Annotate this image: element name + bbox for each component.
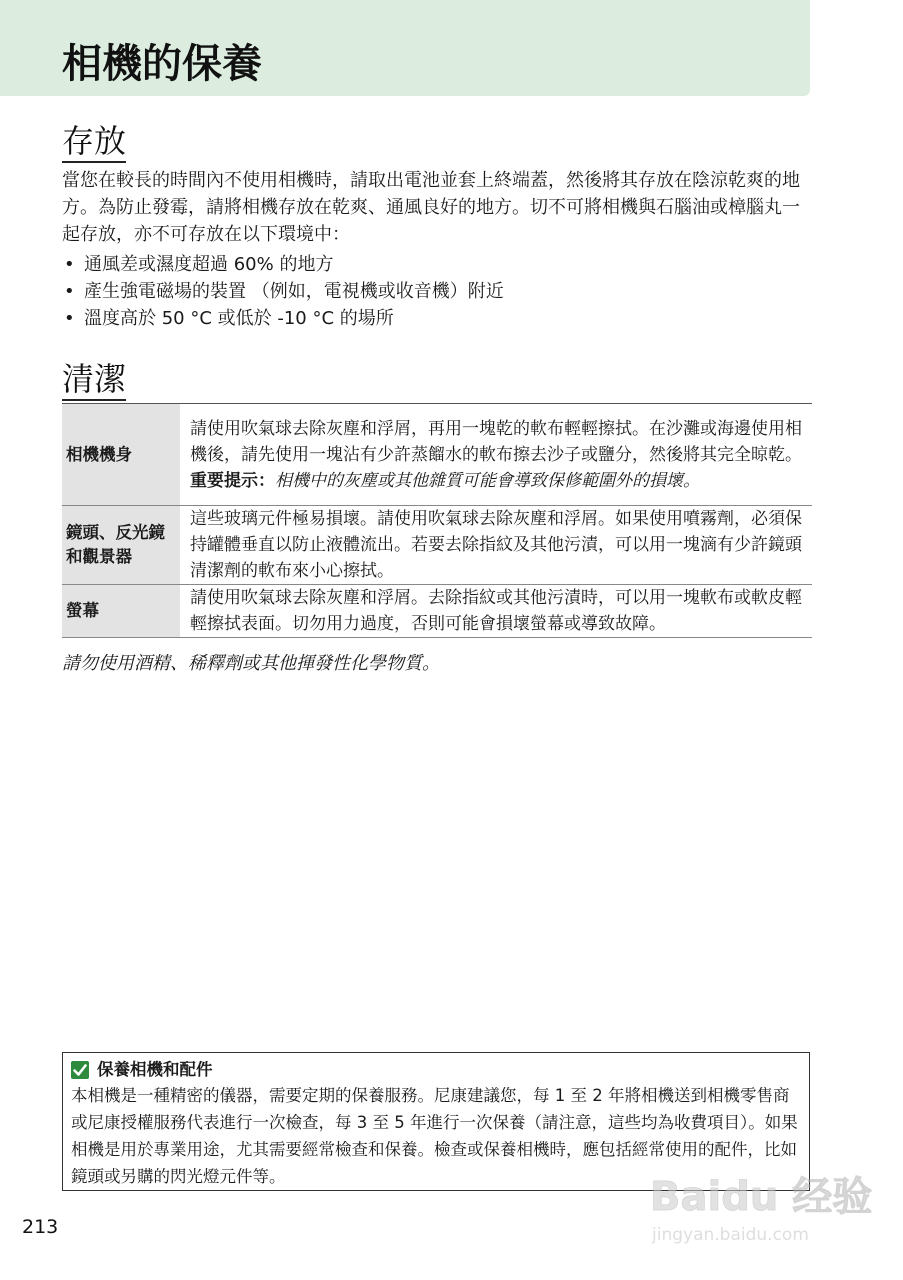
row-label: 螢幕 bbox=[62, 585, 180, 638]
row-text: 請使用吹氣球去除灰塵和浮屑，再用一塊乾的軟布輕輕擦拭。在沙灘或海邊使用相機後，請先使用一塊沾有少許蒸餾水的軟布擦去沙子或鹽分，然後將其完全晾乾。 bbox=[190, 418, 802, 465]
page-title: 相機的保養 bbox=[62, 41, 262, 87]
storage-bullet-list bbox=[62, 251, 812, 332]
row-label: 鏡頭、反光鏡和觀景器 bbox=[62, 506, 180, 585]
page-number: 213 bbox=[22, 1216, 59, 1238]
important-text: 相機中的灰塵或其他雜質可能會導致保修範圍外的損壞。 bbox=[275, 470, 700, 491]
row-label: 相機機身 bbox=[62, 404, 180, 506]
storage-paragraph: 當您在較長的時間內不使用相機時，請取出電池並套上終端蓋，然後將其存放在陰涼乾爽的地方。為防止發霉，請將相機存放在乾爽、通風良好的地方。切不可將相機與石腦油或樟腦丸一起存放，亦不可存放在以下環境中： bbox=[62, 170, 800, 245]
note-body: 本相機是一種精密的儀器，需要定期的保養服務。尼康建議您，每 1 至 2 年將相機送到相機零售商或尼康授權服務代表進行一次檢查，每 3 至 5 年進行一次保養（請注意，這些均為收費項目）。如果相機是用於專業用途，尤其需要經常檢查和保養。檢查或保養相機時，應包括經常使用的配件，比如鏡頭或另購的閃光燈元件等。 bbox=[71, 1086, 798, 1186]
check-icon bbox=[71, 1061, 89, 1079]
storage-section-title: 存放 bbox=[62, 121, 126, 163]
table-row bbox=[62, 585, 812, 638]
cleaning-section-title: 清潔 bbox=[62, 359, 126, 401]
bullet-item: • 產生強電磁場的裝置 （例如，電視機或收音機）附近 bbox=[62, 278, 812, 305]
note-title: 保養相機和配件 bbox=[97, 1060, 213, 1079]
chemical-warning: 請勿使用酒精、稀釋劑或其他揮發性化學物質。 bbox=[62, 653, 440, 674]
table-row bbox=[62, 404, 812, 506]
important-label: 重要提示： bbox=[190, 470, 275, 491]
watermark-logo: Baidu 经验 bbox=[650, 1174, 873, 1220]
note-title-row bbox=[71, 1058, 801, 1082]
table-row bbox=[62, 506, 812, 585]
bullet-item: • 溫度高於 50 °C 或低於 -10 °C 的場所 bbox=[62, 305, 812, 332]
cleaning-table bbox=[62, 403, 812, 638]
row-description: 請使用吹氣球去除灰塵和浮屑。去除指紋或其他污漬時，可以用一塊軟布或軟皮輕輕擦拭表面。切勿用力過度，否則可能會損壞螢幕或導致故障。 bbox=[180, 585, 812, 638]
row-description: 這些玻璃元件極易損壞。請使用吹氣球去除灰塵和浮屑。如果使用噴霧劑，必須保持罐體垂直以防止液體流出。若要去除指紋及其他污漬，可以用一塊滴有少許鏡頭清潔劑的軟布來小心擦拭。 bbox=[180, 506, 812, 585]
baidu-watermark bbox=[640, 1160, 880, 1250]
watermark-url: jingyan.baidu.com bbox=[652, 1225, 809, 1245]
bullet-item: • 通風差或濕度超過 60% 的地方 bbox=[62, 251, 812, 278]
row-description bbox=[180, 404, 812, 506]
